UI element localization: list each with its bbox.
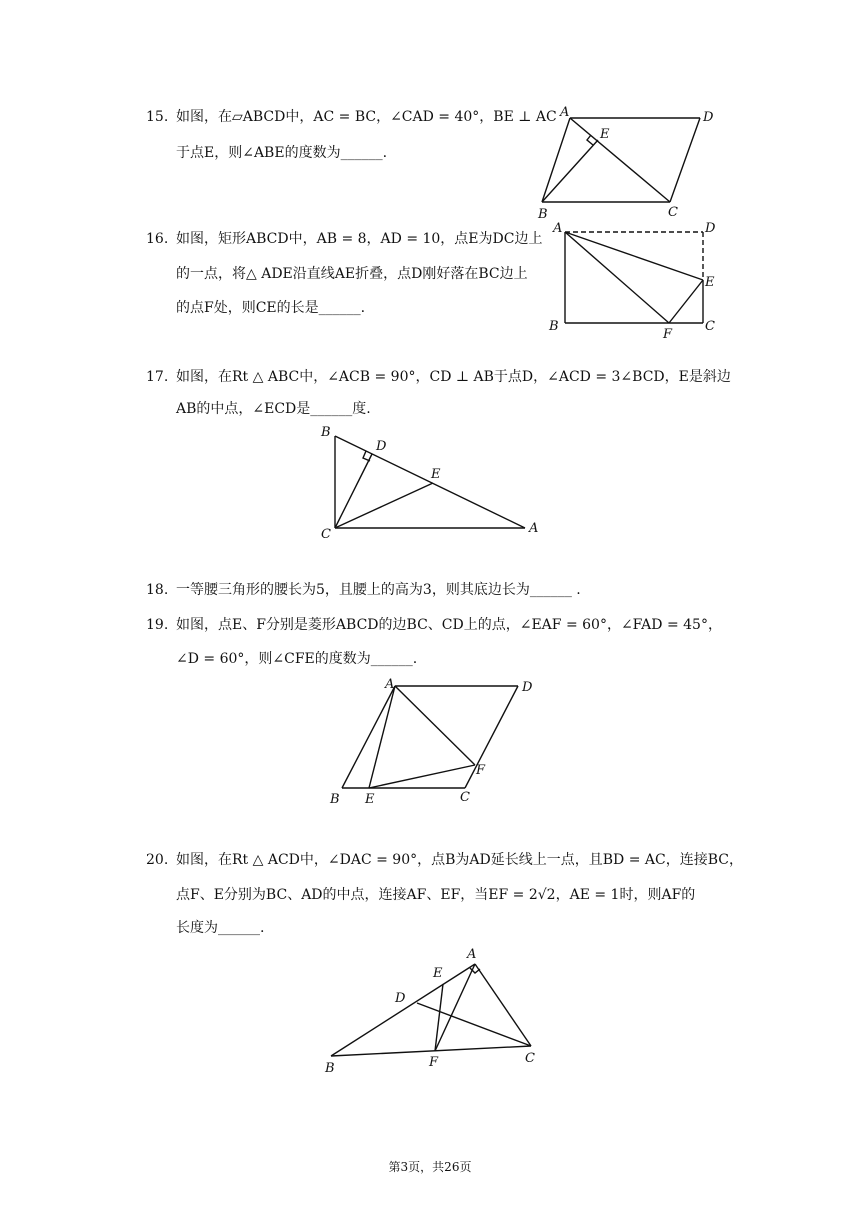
point-label: E	[431, 467, 441, 482]
point-label: C	[705, 319, 715, 334]
problem-text-line: ∠D = 60°，则∠CFE的度数为______.	[176, 651, 418, 667]
problem-number: 18.	[146, 582, 169, 598]
right-triangle-midpoint-figure	[315, 940, 555, 1080]
problem-text-line: 于点E，则∠ABE的度数为______.	[176, 145, 388, 161]
point-label: F	[429, 1055, 439, 1070]
point-label: E	[365, 792, 375, 807]
point-label: A	[529, 521, 539, 536]
point-label: C	[321, 527, 331, 542]
point-label: B	[538, 207, 548, 222]
point-label: F	[476, 763, 486, 778]
point-label: C	[668, 205, 678, 220]
point-label: C	[460, 790, 470, 805]
problem-number: 19.	[146, 617, 169, 633]
point-label: A	[385, 677, 395, 692]
point-label: B	[330, 792, 340, 807]
parallelogram-figure	[530, 100, 730, 225]
problem-text-line: 如图，在▱ABCD中，AC = BC，∠CAD = 40°，BE ⊥ AC	[176, 109, 557, 125]
rectangle-fold-figure	[545, 218, 725, 343]
problem-text-line: 一等腰三角形的腰长为5，且腰上的高为3，则其底边长为______ .	[176, 582, 581, 598]
point-label: B	[325, 1061, 335, 1076]
problem-text-line: 长度为______.	[176, 920, 265, 936]
point-label: E	[433, 966, 443, 981]
point-label: D	[703, 110, 714, 125]
problem-text-line: 点F、E分别为BC、AD的中点，连接AF、EF，当EF = 2√2，AE = 1时，则AF的	[176, 887, 696, 903]
point-label: D	[705, 221, 716, 236]
point-label: E	[600, 127, 610, 142]
problem-number: 16.	[146, 231, 169, 247]
point-label: F	[663, 327, 673, 342]
problem-number: 17.	[146, 369, 169, 385]
point-label: A	[553, 221, 563, 236]
point-label: D	[522, 680, 533, 695]
problem-number: 20.	[146, 852, 169, 868]
problem-text-line: 如图，在Rt △ ABC中，∠ACB = 90°，CD ⊥ AB于点D，∠ACD = 3∠BCD，E是斜边	[176, 369, 731, 385]
problem-text-line: 的点F处，则CE的长是______.	[176, 300, 366, 316]
problem-number: 15.	[146, 109, 169, 125]
problem-text-line: 的一点，将△ ADE沿直线AE折叠，点D刚好落在BC边上	[176, 266, 528, 282]
point-label: A	[467, 947, 477, 962]
right-triangle-figure	[315, 420, 550, 545]
point-label: C	[525, 1051, 535, 1066]
page-footer: 第3页，共26页	[388, 1160, 472, 1174]
problem-text-line: AB的中点，∠ECD是______度.	[176, 401, 371, 417]
rhombus-figure	[325, 673, 545, 808]
problem-text-line: 如图，在Rt △ ACD中，∠DAC = 90°，点B为AD延长线上一点，且BD = AC，连接BC，	[176, 852, 743, 868]
point-label: B	[549, 319, 559, 334]
point-label: B	[321, 425, 331, 440]
problem-text-line: 如图，点E、F分别是菱形ABCD的边BC、CD上的点，∠EAF = 60°，∠FAD = 45°，	[176, 617, 722, 633]
point-label: A	[560, 105, 570, 120]
point-label: D	[376, 439, 387, 454]
point-label: D	[395, 991, 406, 1006]
problem-text-line: 如图，矩形ABCD中，AB = 8，AD = 10，点E为DC边上	[176, 231, 543, 247]
point-label: E	[705, 275, 715, 290]
